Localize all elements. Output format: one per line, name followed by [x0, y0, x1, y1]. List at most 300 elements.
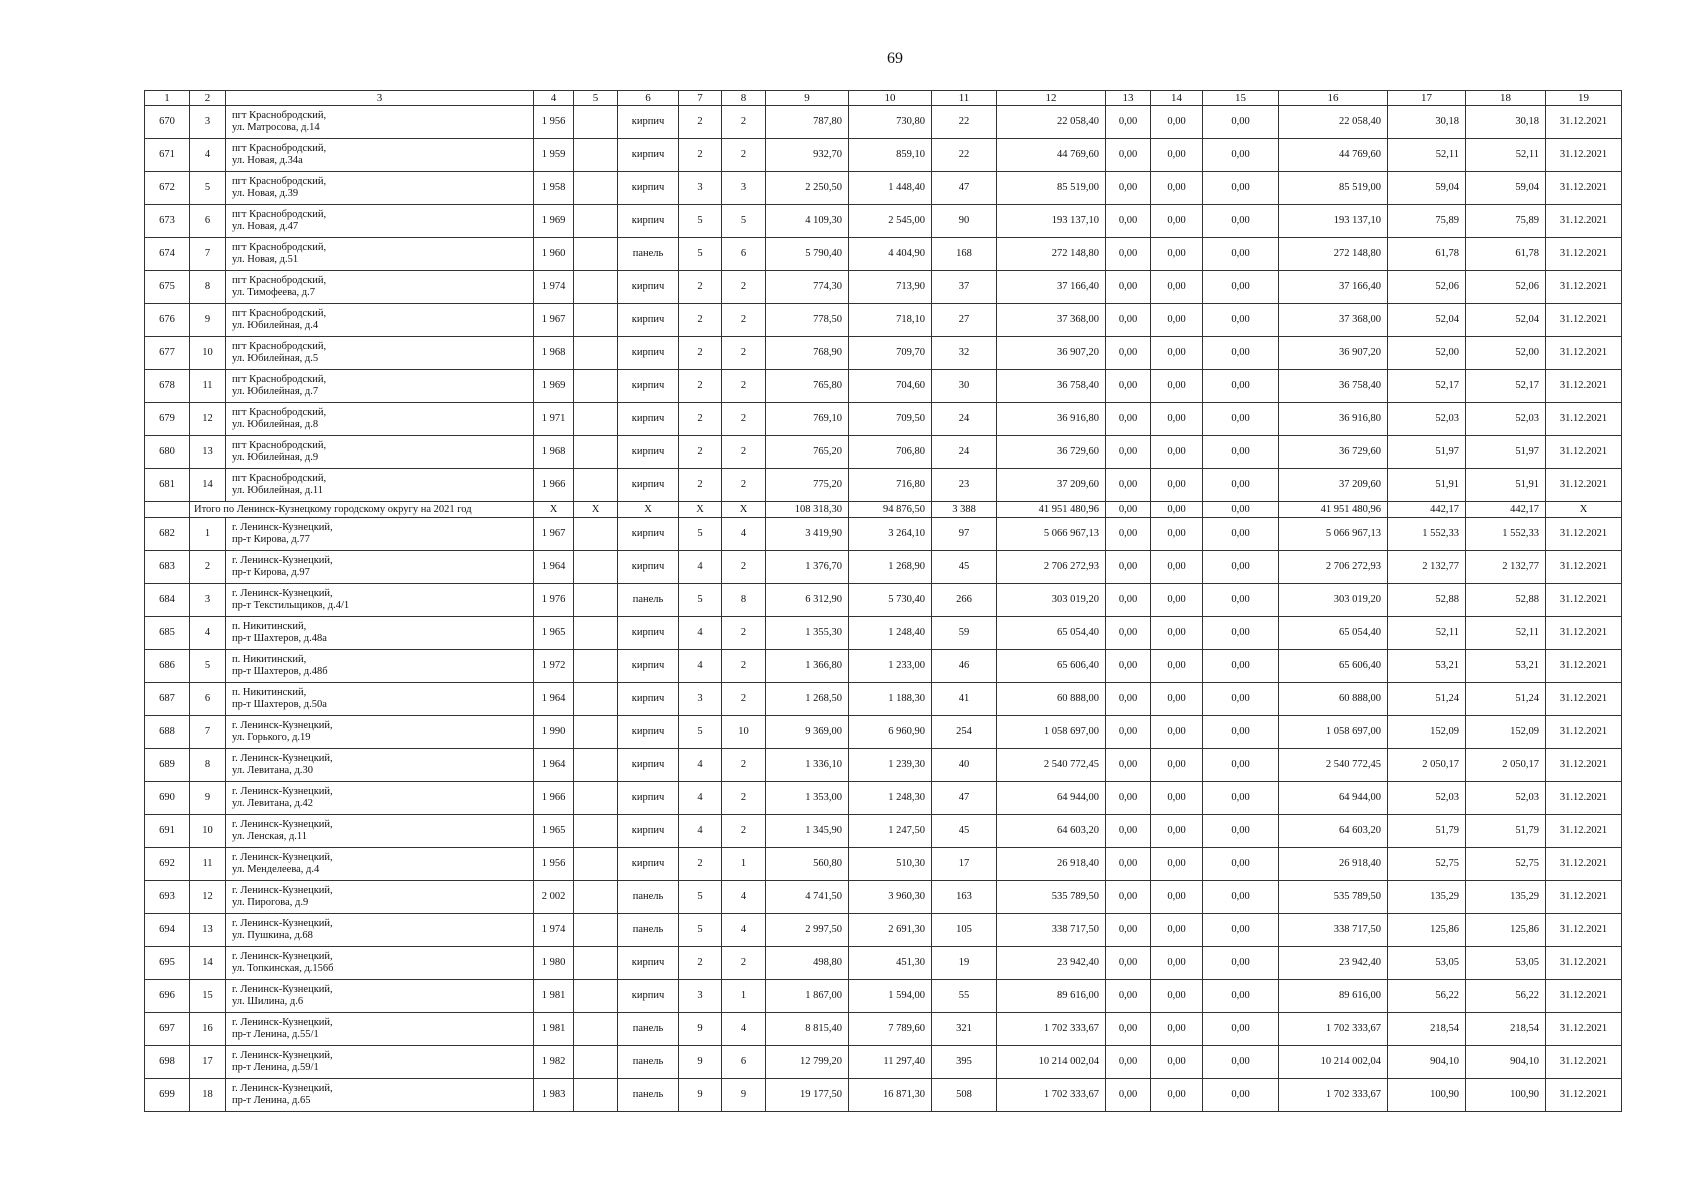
cell-k: 4 [190, 617, 226, 650]
cell-c7: 2 [679, 469, 722, 502]
cell-c16: 272 148,80 [1279, 238, 1388, 271]
cell-c12: 2 540 772,45 [997, 749, 1106, 782]
address-street: ул. Юбилейная, д.9 [232, 452, 319, 463]
cell-n: 689 [145, 749, 190, 782]
cell-c7: 4 [679, 815, 722, 848]
cell-c15: 0,00 [1203, 337, 1279, 370]
cell-c9: 5 790,40 [766, 238, 849, 271]
cell-k: 12 [190, 403, 226, 436]
column-header: 12 [997, 91, 1106, 106]
cell-c17: 100,90 [1388, 1079, 1466, 1112]
cell-c11: 47 [932, 782, 997, 815]
address-cell [226, 139, 534, 172]
cell-c11: 40 [932, 749, 997, 782]
cell-year: 1 969 [534, 205, 574, 238]
cell-c12: 36 729,60 [997, 436, 1106, 469]
cell-c9: 1 353,00 [766, 782, 849, 815]
cell-c8: 4 [722, 881, 766, 914]
address-street: пр-т Кирова, д.77 [232, 534, 310, 545]
cell-c5 [574, 881, 618, 914]
cell-c15: 0,00 [1203, 304, 1279, 337]
cell-c17: 59,04 [1388, 172, 1466, 205]
cell-c7: 5 [679, 716, 722, 749]
cell-c16: 1 702 333,67 [1279, 1079, 1388, 1112]
column-header: 19 [1546, 91, 1622, 106]
cell-n: 674 [145, 238, 190, 271]
cell-mat: кирпич [618, 304, 679, 337]
cell-c10: 716,80 [849, 469, 932, 502]
address-locality: г. Ленинск-Кузнецкий, [232, 852, 333, 863]
cell-mat: кирпич [618, 947, 679, 980]
cell-c10: 5 730,40 [849, 584, 932, 617]
cell-c8: 6 [722, 1046, 766, 1079]
cell-year: 1 982 [534, 1046, 574, 1079]
cell-date: 31.12.2021 [1546, 815, 1622, 848]
column-header: 8 [722, 91, 766, 106]
total-c16: 41 951 480,96 [1279, 502, 1388, 518]
cell-c17: 2 050,17 [1388, 749, 1466, 782]
cell-c13: 0,00 [1106, 469, 1151, 502]
cell-n: 683 [145, 551, 190, 584]
cell-c5 [574, 238, 618, 271]
cell-c14: 0,00 [1151, 106, 1203, 139]
address-cell [226, 1079, 534, 1112]
cell-c15: 0,00 [1203, 947, 1279, 980]
cell-date: 31.12.2021 [1546, 1079, 1622, 1112]
cell-c7: 2 [679, 436, 722, 469]
cell-k: 9 [190, 304, 226, 337]
cell-k: 15 [190, 980, 226, 1013]
cell-date: 31.12.2021 [1546, 238, 1622, 271]
cell-c9: 2 250,50 [766, 172, 849, 205]
cell-c13: 0,00 [1106, 749, 1151, 782]
cell-c16: 193 137,10 [1279, 205, 1388, 238]
address-locality: г. Ленинск-Кузнецкий, [232, 588, 333, 599]
cell-c14: 0,00 [1151, 370, 1203, 403]
cell-c12: 10 214 002,04 [997, 1046, 1106, 1079]
cell-c10: 3 960,30 [849, 881, 932, 914]
cell-c17: 52,04 [1388, 304, 1466, 337]
cell-c14: 0,00 [1151, 848, 1203, 881]
cell-c14: 0,00 [1151, 337, 1203, 370]
cell-n: 678 [145, 370, 190, 403]
cell-c18: 52,04 [1466, 304, 1546, 337]
cell-c10: 2 691,30 [849, 914, 932, 947]
cell-c12: 272 148,80 [997, 238, 1106, 271]
table-row [145, 749, 1622, 782]
cell-c13: 0,00 [1106, 403, 1151, 436]
cell-c10: 6 960,90 [849, 716, 932, 749]
cell-year: 1 981 [534, 1013, 574, 1046]
cell-c10: 1 248,40 [849, 617, 932, 650]
cell-c18: 56,22 [1466, 980, 1546, 1013]
cell-c12: 60 888,00 [997, 683, 1106, 716]
cell-c7: 2 [679, 848, 722, 881]
cell-c17: 125,86 [1388, 914, 1466, 947]
cell-c7: 5 [679, 914, 722, 947]
address-locality: пгт Краснобродский, [232, 110, 327, 121]
cell-year: 1 964 [534, 551, 574, 584]
cell-c5 [574, 584, 618, 617]
cell-mat: кирпич [618, 551, 679, 584]
cell-c8: 1 [722, 980, 766, 1013]
cell-c5 [574, 106, 618, 139]
cell-date: 31.12.2021 [1546, 683, 1622, 716]
cell-c18: 100,90 [1466, 1079, 1546, 1112]
cell-c10: 1 448,40 [849, 172, 932, 205]
cell-c12: 44 769,60 [997, 139, 1106, 172]
column-header: 2 [190, 91, 226, 106]
cell-mat: кирпич [618, 650, 679, 683]
cell-c13: 0,00 [1106, 304, 1151, 337]
cell-date: 31.12.2021 [1546, 337, 1622, 370]
cell-c11: 163 [932, 881, 997, 914]
cell-year: 1 976 [534, 584, 574, 617]
cell-n: 675 [145, 271, 190, 304]
address-street: ул. Пирогова, д.9 [232, 897, 309, 908]
cell-c5 [574, 403, 618, 436]
cell-year: 1 967 [534, 518, 574, 551]
cell-c15: 0,00 [1203, 1013, 1279, 1046]
cell-c13: 0,00 [1106, 238, 1151, 271]
address-street: пр-т Текстильщиков, д.4/1 [232, 600, 350, 611]
address-locality: г. Ленинск-Кузнецкий, [232, 984, 333, 995]
cell-c10: 859,10 [849, 139, 932, 172]
cell-c15: 0,00 [1203, 617, 1279, 650]
cell-c14: 0,00 [1151, 436, 1203, 469]
total-c6: X [618, 502, 679, 518]
cell-c7: 2 [679, 139, 722, 172]
cell-c8: 6 [722, 238, 766, 271]
cell-c18: 52,11 [1466, 617, 1546, 650]
address-cell [226, 980, 534, 1013]
cell-c17: 218,54 [1388, 1013, 1466, 1046]
cell-date: 31.12.2021 [1546, 139, 1622, 172]
cell-c8: 2 [722, 403, 766, 436]
cell-year: 1 965 [534, 617, 574, 650]
cell-c12: 22 058,40 [997, 106, 1106, 139]
address-cell [226, 551, 534, 584]
cell-c17: 135,29 [1388, 881, 1466, 914]
cell-c5 [574, 304, 618, 337]
cell-c15: 0,00 [1203, 815, 1279, 848]
cell-c16: 36 729,60 [1279, 436, 1388, 469]
cell-c11: 37 [932, 271, 997, 304]
cell-year: 1 956 [534, 106, 574, 139]
cell-c5 [574, 1079, 618, 1112]
table-row [145, 848, 1622, 881]
cell-c13: 0,00 [1106, 617, 1151, 650]
cell-c10: 1 248,30 [849, 782, 932, 815]
cell-c12: 36 758,40 [997, 370, 1106, 403]
cell-c8: 2 [722, 337, 766, 370]
address-locality: г. Ленинск-Кузнецкий, [232, 1083, 333, 1094]
cell-c16: 338 717,50 [1279, 914, 1388, 947]
cell-k: 8 [190, 749, 226, 782]
cell-mat: панель [618, 881, 679, 914]
address-cell [226, 1046, 534, 1079]
table-row [145, 469, 1622, 502]
cell-n: 679 [145, 403, 190, 436]
cell-c12: 36 916,80 [997, 403, 1106, 436]
cell-c16: 60 888,00 [1279, 683, 1388, 716]
cell-c7: 2 [679, 370, 722, 403]
cell-year: 1 965 [534, 815, 574, 848]
address-cell [226, 815, 534, 848]
cell-c18: 75,89 [1466, 205, 1546, 238]
cell-c15: 0,00 [1203, 683, 1279, 716]
cell-year: 1 959 [534, 139, 574, 172]
cell-date: 31.12.2021 [1546, 304, 1622, 337]
address-street: ул. Юбилейная, д.5 [232, 353, 319, 364]
cell-c8: 2 [722, 683, 766, 716]
cell-c18: 61,78 [1466, 238, 1546, 271]
cell-c8: 1 [722, 848, 766, 881]
cell-c14: 0,00 [1151, 782, 1203, 815]
address-street: пр-т Шахтеров, д.48а [232, 633, 327, 644]
cell-n: 697 [145, 1013, 190, 1046]
cell-c17: 904,10 [1388, 1046, 1466, 1079]
page-number: 69 [887, 50, 903, 67]
cell-c17: 1 552,33 [1388, 518, 1466, 551]
cell-c5 [574, 947, 618, 980]
column-header: 7 [679, 91, 722, 106]
cell-c17: 51,91 [1388, 469, 1466, 502]
cell-c13: 0,00 [1106, 1046, 1151, 1079]
cell-c17: 52,11 [1388, 617, 1466, 650]
table-row [145, 980, 1622, 1013]
cell-c8: 4 [722, 1013, 766, 1046]
cell-n: 693 [145, 881, 190, 914]
cell-k: 17 [190, 1046, 226, 1079]
cell-c9: 1 867,00 [766, 980, 849, 1013]
cell-c18: 52,75 [1466, 848, 1546, 881]
cell-c18: 52,03 [1466, 782, 1546, 815]
cell-c11: 47 [932, 172, 997, 205]
cell-mat: кирпич [618, 271, 679, 304]
cell-c12: 64 603,20 [997, 815, 1106, 848]
cell-c15: 0,00 [1203, 881, 1279, 914]
table-row [145, 304, 1622, 337]
cell-c15: 0,00 [1203, 271, 1279, 304]
column-header: 9 [766, 91, 849, 106]
address-street: пр-т Ленина, д.59/1 [232, 1062, 319, 1073]
table-row [145, 518, 1622, 551]
cell-c10: 16 871,30 [849, 1079, 932, 1112]
cell-c10: 3 264,10 [849, 518, 932, 551]
address-locality: пгт Краснобродский, [232, 440, 327, 451]
cell-c18: 52,11 [1466, 139, 1546, 172]
address-locality: пгт Краснобродский, [232, 308, 327, 319]
cell-k: 2 [190, 551, 226, 584]
address-cell [226, 1013, 534, 1046]
cell-c10: 1 594,00 [849, 980, 932, 1013]
cell-n: 694 [145, 914, 190, 947]
cell-c7: 2 [679, 304, 722, 337]
cell-c8: 2 [722, 617, 766, 650]
address-cell [226, 914, 534, 947]
cell-c18: 30,18 [1466, 106, 1546, 139]
cell-c10: 11 297,40 [849, 1046, 932, 1079]
cell-mat: панель [618, 1013, 679, 1046]
cell-c16: 36 907,20 [1279, 337, 1388, 370]
cell-date: 31.12.2021 [1546, 650, 1622, 683]
column-header: 3 [226, 91, 534, 106]
address-street: ул. Юбилейная, д.8 [232, 419, 319, 430]
address-street: пр-т Ленина, д.55/1 [232, 1029, 319, 1040]
address-cell [226, 848, 534, 881]
table-row [145, 403, 1622, 436]
cell-c10: 1 233,00 [849, 650, 932, 683]
cell-c7: 5 [679, 238, 722, 271]
column-header: 15 [1203, 91, 1279, 106]
cell-c17: 61,78 [1388, 238, 1466, 271]
cell-c14: 0,00 [1151, 683, 1203, 716]
cell-c7: 3 [679, 172, 722, 205]
table-row [145, 1046, 1622, 1079]
cell-c14: 0,00 [1151, 749, 1203, 782]
cell-c12: 1 058 697,00 [997, 716, 1106, 749]
cell-n: 695 [145, 947, 190, 980]
cell-c17: 52,06 [1388, 271, 1466, 304]
cell-c5 [574, 337, 618, 370]
table-row [145, 139, 1622, 172]
cell-c12: 65 054,40 [997, 617, 1106, 650]
cell-c15: 0,00 [1203, 650, 1279, 683]
cell-c16: 65 606,40 [1279, 650, 1388, 683]
cell-c8: 2 [722, 782, 766, 815]
cell-date: 31.12.2021 [1546, 1013, 1622, 1046]
cell-k: 7 [190, 238, 226, 271]
cell-c5 [574, 1046, 618, 1079]
cell-year: 1 968 [534, 337, 574, 370]
cell-c5 [574, 617, 618, 650]
cell-c16: 36 758,40 [1279, 370, 1388, 403]
cell-c10: 718,10 [849, 304, 932, 337]
cell-n: 685 [145, 617, 190, 650]
address-cell [226, 304, 534, 337]
cell-c11: 23 [932, 469, 997, 502]
address-locality: г. Ленинск-Кузнецкий, [232, 885, 333, 896]
cell-c13: 0,00 [1106, 947, 1151, 980]
cell-c11: 24 [932, 436, 997, 469]
cell-c15: 0,00 [1203, 403, 1279, 436]
cell-date: 31.12.2021 [1546, 947, 1622, 980]
cell-c5 [574, 436, 618, 469]
cell-c18: 52,06 [1466, 271, 1546, 304]
cell-c16: 65 054,40 [1279, 617, 1388, 650]
cell-c5 [574, 518, 618, 551]
cell-c7: 5 [679, 584, 722, 617]
address-street: пр-т Шахтеров, д.48б [232, 666, 328, 677]
cell-k: 1 [190, 518, 226, 551]
cell-c18: 52,88 [1466, 584, 1546, 617]
cell-c7: 4 [679, 617, 722, 650]
cell-c18: 53,21 [1466, 650, 1546, 683]
cell-date: 31.12.2021 [1546, 980, 1622, 1013]
cell-c16: 303 019,20 [1279, 584, 1388, 617]
address-street: ул. Горького, д.19 [232, 732, 311, 743]
cell-c16: 26 918,40 [1279, 848, 1388, 881]
cell-date: 31.12.2021 [1546, 749, 1622, 782]
cell-c16: 535 789,50 [1279, 881, 1388, 914]
address-cell [226, 749, 534, 782]
address-cell [226, 469, 534, 502]
cell-c5 [574, 1013, 618, 1046]
cell-c17: 2 132,77 [1388, 551, 1466, 584]
cell-n: 671 [145, 139, 190, 172]
cell-k: 5 [190, 650, 226, 683]
cell-c11: 90 [932, 205, 997, 238]
cell-mat: кирпич [618, 980, 679, 1013]
cell-c12: 85 519,00 [997, 172, 1106, 205]
cell-c9: 8 815,40 [766, 1013, 849, 1046]
cell-c5 [574, 172, 618, 205]
cell-c8: 4 [722, 914, 766, 947]
cell-c5 [574, 914, 618, 947]
cell-c15: 0,00 [1203, 205, 1279, 238]
cell-c13: 0,00 [1106, 683, 1151, 716]
total-c10: 94 876,50 [849, 502, 932, 518]
cell-c14: 0,00 [1151, 980, 1203, 1013]
cell-c13: 0,00 [1106, 815, 1151, 848]
cell-k: 5 [190, 172, 226, 205]
cell-c15: 0,00 [1203, 716, 1279, 749]
cell-c16: 89 616,00 [1279, 980, 1388, 1013]
cell-mat: кирпич [618, 370, 679, 403]
cell-date: 31.12.2021 [1546, 172, 1622, 205]
cell-c13: 0,00 [1106, 881, 1151, 914]
cell-date: 31.12.2021 [1546, 716, 1622, 749]
cell-n: 691 [145, 815, 190, 848]
cell-c5 [574, 271, 618, 304]
cell-year: 1 969 [534, 370, 574, 403]
cell-c17: 30,18 [1388, 106, 1466, 139]
address-street: пр-т Шахтеров, д.50а [232, 699, 327, 710]
cell-c18: 125,86 [1466, 914, 1546, 947]
cell-date: 31.12.2021 [1546, 782, 1622, 815]
column-header: 18 [1466, 91, 1546, 106]
address-street: ул. Ленская, д.11 [232, 831, 308, 842]
cell-mat: кирпич [618, 683, 679, 716]
address-locality: г. Ленинск-Кузнецкий, [232, 555, 333, 566]
cell-c13: 0,00 [1106, 271, 1151, 304]
cell-year: 1 966 [534, 782, 574, 815]
cell-c18: 52,03 [1466, 403, 1546, 436]
cell-year: 1 981 [534, 980, 574, 1013]
cell-c17: 52,88 [1388, 584, 1466, 617]
address-locality: г. Ленинск-Кузнецкий, [232, 786, 333, 797]
cell-c8: 2 [722, 947, 766, 980]
cell-c15: 0,00 [1203, 172, 1279, 205]
cell-c8: 2 [722, 304, 766, 337]
cell-c11: 321 [932, 1013, 997, 1046]
cell-c7: 3 [679, 683, 722, 716]
cell-c15: 0,00 [1203, 584, 1279, 617]
cell-k: 12 [190, 881, 226, 914]
address-street: ул. Матросова, д.14 [232, 122, 320, 133]
column-header: 13 [1106, 91, 1151, 106]
cell-date: 31.12.2021 [1546, 106, 1622, 139]
cell-c8: 8 [722, 584, 766, 617]
cell-c5 [574, 815, 618, 848]
cell-year: 1 974 [534, 914, 574, 947]
cell-n: 680 [145, 436, 190, 469]
cell-c11: 22 [932, 106, 997, 139]
cell-c7: 4 [679, 650, 722, 683]
cell-mat: кирпич [618, 469, 679, 502]
cell-year: 1 972 [534, 650, 574, 683]
